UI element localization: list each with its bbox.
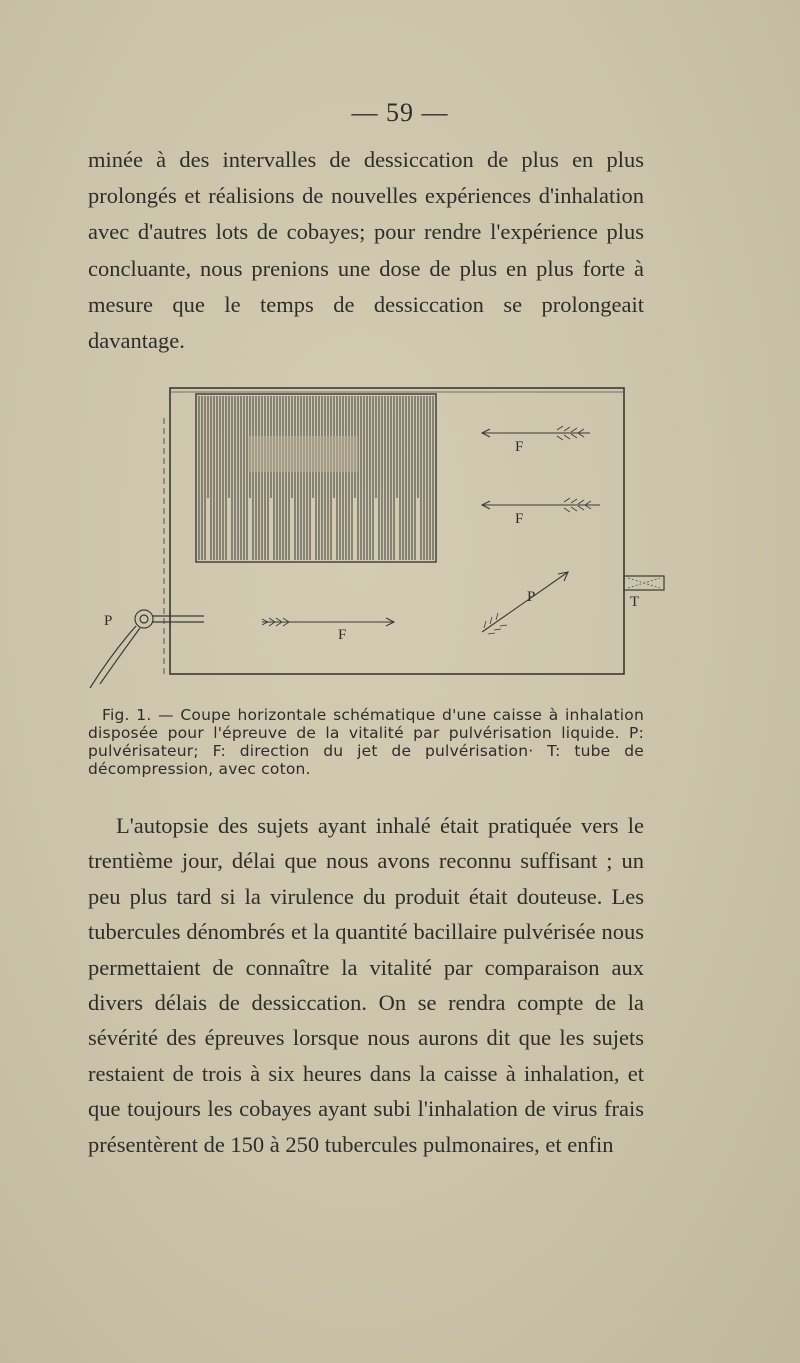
label-F-bottom: F: [338, 627, 347, 643]
label-F-top: F: [515, 439, 524, 455]
label-F-middle: F: [515, 511, 524, 527]
inhalation-box-figure: [72, 378, 682, 708]
figure-caption-label: Fig. 1. —: [102, 706, 174, 724]
jet-arrow-top: [482, 426, 590, 440]
figure-caption-text: Coupe horizontale schématique d'une caisse à inhalation disposée pour l'épreuve de la vitalité par pulvérisation liquide. P: pulvérisateur; F: direction du jet de pulvérisation· T: tube de décompression, avec coton.: [88, 706, 644, 778]
diagonal-jet-arrow: [482, 572, 568, 634]
decompression-tube: [624, 576, 664, 590]
page-number: — 59 —: [351, 98, 449, 127]
inhalation-box-diagram: [72, 378, 682, 708]
animal-cages: [196, 394, 436, 562]
label-P-right: P: [527, 589, 536, 605]
paragraph-top: minée à des intervalles de dessiccation de plus en plus prolongés et réalisions de nouvelles expériences d'inhalation avec d'autres lots de cobayes; pour rendre l'expérience plus concluante, nous prenions une dose de plus en plus forte à mesure que le temps de dessiccation se prolongeait davantage.: [88, 147, 644, 354]
figure-caption: [88, 706, 644, 778]
jet-arrow-middle: [482, 498, 600, 512]
label-P-left: P: [104, 613, 113, 629]
paragraph-bottom: [88, 808, 644, 1162]
paragraph-bottom-text: L'autopsie des sujets ayant inhalé était pratiquée vers le trentième jour, délai que nous avons reconnu suffisant ; un peu plus tard si la virulence du produit était douteuse. Les tubercules dénombrés et la quantité bacillaire pulvérisée nous permettaient de connaître la vitalité par comparaison aux divers délais de dessiccation. On se rendra compte de la sévérité des épreuves lorsque nous aurons dit que les sujets restaient de trois à six heures dans la caisse à inhalation, et que toujours les cobayes ayant subi l'inhalation de virus frais présentèrent de 150 à 250 tubercules pulmonaires, et enfin: [88, 813, 644, 1157]
label-T: T: [630, 594, 640, 610]
jet-arrow-bottom: [262, 618, 394, 626]
